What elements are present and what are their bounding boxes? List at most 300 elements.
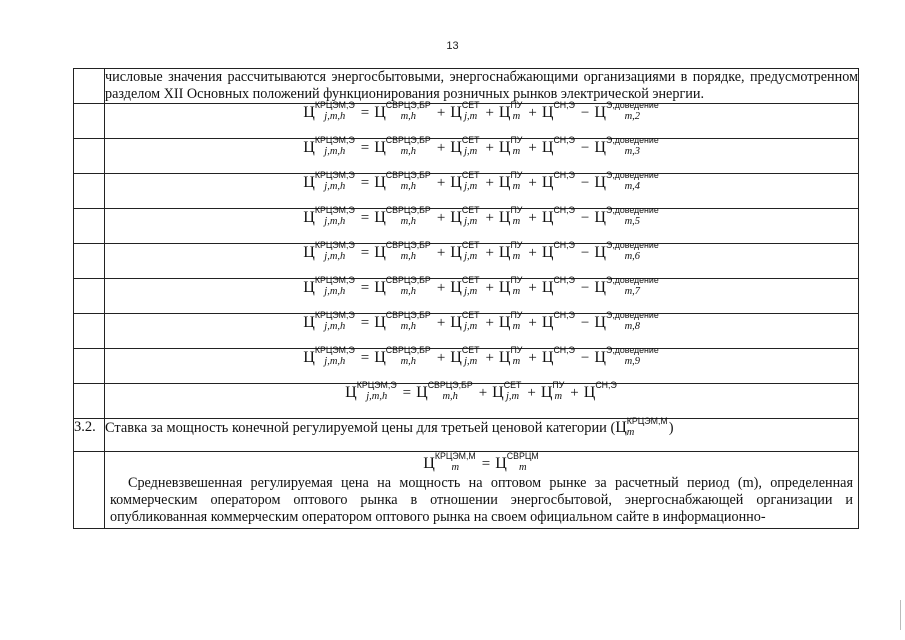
network-price-symbol — [450, 310, 480, 333]
operator: + — [436, 175, 446, 191]
row-number-cell — [74, 174, 105, 209]
symbol-base: Ц — [345, 384, 357, 401]
operator: + — [485, 140, 494, 156]
subscript: m — [451, 462, 460, 474]
symbol-base: Ц — [303, 174, 315, 191]
subscript: j,m — [505, 391, 520, 403]
wholesale-price-symbol — [374, 100, 432, 123]
superscript: ПУ — [510, 345, 523, 356]
symbol-base: Ц — [416, 384, 428, 401]
operator: + — [528, 105, 537, 121]
operator: + — [436, 210, 446, 226]
subscript: j,m — [464, 321, 478, 333]
subscript: m,h — [400, 356, 417, 368]
symbol-base: Ц — [374, 104, 386, 121]
delivery-adjustment-symbol — [594, 170, 659, 193]
row-number-cell — [74, 139, 105, 174]
infrastructure-price-symbol — [498, 310, 523, 333]
symbol-base: Ц — [594, 104, 606, 121]
operator: + — [528, 175, 537, 191]
superscript: СВРЦЭ,БР — [385, 310, 431, 321]
symbol-base: Ц — [594, 139, 606, 156]
subscript: m,h — [400, 321, 417, 333]
superscript: КРЦЭМ,Э — [314, 310, 355, 321]
wholesale-price-symbol — [374, 135, 432, 158]
subscript: m — [512, 321, 521, 333]
delivery-adjustment-symbol — [594, 135, 659, 158]
formula-row — [74, 174, 859, 209]
subscript: m,6 — [624, 251, 641, 263]
subscript: j,m,h — [324, 286, 346, 298]
subscript: m — [512, 111, 521, 123]
sales-markup-symbol — [541, 170, 576, 192]
formula-row — [74, 104, 859, 139]
symbol-base: Ц — [541, 104, 554, 121]
row-number-cell — [74, 104, 105, 139]
symbol-base: Ц — [492, 384, 504, 401]
lhs-price-symbol — [345, 380, 397, 403]
superscript: СЕТ — [461, 240, 480, 251]
formula-cell — [105, 310, 859, 349]
delivery-adjustment-symbol — [594, 310, 659, 333]
symbol-base: Ц — [498, 209, 511, 226]
operator: = — [360, 315, 370, 331]
operator: − — [580, 280, 590, 296]
operator: + — [485, 105, 494, 121]
subscript — [553, 147, 574, 156]
network-price-symbol — [450, 345, 480, 368]
section-heading-row — [74, 419, 859, 452]
subscript: j,m,h — [324, 356, 346, 368]
superscript: СН,Э — [553, 100, 575, 111]
formula-row — [74, 279, 859, 314]
superscript: КРЦЭМ,Э — [314, 275, 355, 286]
formula-cell — [105, 275, 859, 314]
superscript: КРЦЭМ,Э — [356, 380, 397, 391]
subscript: m,4 — [624, 181, 641, 193]
operator: = — [360, 245, 370, 261]
infrastructure-price-symbol — [498, 135, 523, 158]
intro-text: числовые значения рассчитываются энергосбытовыми, энергоснабжающими организациями в порядке, предусмотренном разделом XII Основных положений функционирования розничных рынков электрической энергии. — [105, 69, 858, 102]
symbol-base: Ц — [594, 244, 606, 261]
lhs-price-symbol — [303, 135, 355, 158]
wholesale-price-symbol — [374, 240, 432, 263]
subscript: m,2 — [624, 111, 641, 123]
operator: + — [485, 280, 494, 296]
formula-cell — [105, 345, 859, 384]
lhs-price-symbol — [303, 310, 355, 333]
operator: + — [528, 210, 537, 226]
subscript: m,h — [400, 251, 417, 263]
operator: = — [360, 350, 370, 366]
superscript: СН,Э — [553, 170, 575, 181]
superscript: СН,Э — [553, 240, 575, 251]
subscript: m,9 — [624, 356, 641, 368]
superscript: Э,доведение — [605, 205, 659, 216]
subscript — [553, 112, 574, 121]
subscript: j,m,h — [324, 181, 346, 193]
subscript: j,m — [464, 111, 478, 123]
superscript: СЕТ — [461, 345, 480, 356]
subscript — [553, 217, 574, 226]
superscript: КРЦЭМ,М — [434, 451, 476, 462]
lhs-price-symbol — [303, 345, 355, 368]
superscript: ПУ — [510, 100, 523, 111]
subscript: m — [512, 251, 521, 263]
section-paragraph-text: Средневзвешенная регулируемая цена на мощность на оптовом рынке за расчетный период (m), определенная коммерческим оператором оптового рынка в отношении энергосбытовой, энергоснабжающей организации и опубликованная коммерческим оператором оптового рынка на своем официальном сайте в информационно- — [110, 475, 853, 525]
row-number-cell — [74, 349, 105, 384]
operator: − — [580, 350, 590, 366]
subscript: m,3 — [624, 146, 641, 158]
section-heading — [105, 415, 859, 452]
symbol-base: Ц — [450, 314, 462, 331]
network-price-symbol — [450, 100, 480, 123]
operator: + — [436, 105, 446, 121]
symbol-base: Ц — [594, 349, 606, 366]
subscript: j,m,h — [366, 391, 388, 403]
sales-markup-symbol — [541, 240, 576, 262]
infrastructure-price-symbol — [498, 345, 523, 368]
tariff-table — [73, 68, 859, 529]
sales-markup-symbol — [541, 100, 576, 122]
superscript: СН,Э — [553, 205, 575, 216]
network-price-symbol — [450, 240, 480, 263]
symbol-base: Ц — [423, 455, 435, 472]
lhs-price-symbol — [303, 100, 355, 123]
symbol-base: Ц — [594, 279, 606, 296]
symbol-base: Ц — [303, 244, 315, 261]
symbol-base: Ц — [498, 349, 511, 366]
operator: + — [528, 245, 537, 261]
price-formula — [303, 310, 659, 333]
operator: + — [436, 140, 446, 156]
page-number: 13 — [446, 40, 459, 52]
symbol-base: Ц — [498, 139, 511, 156]
subscript: j,m,h — [324, 146, 346, 158]
superscript: СВРЦЭ,БР — [385, 240, 431, 251]
superscript: ПУ — [510, 310, 523, 321]
superscript: КРЦЭМ,Э — [314, 135, 355, 146]
operator: + — [436, 350, 446, 366]
intro-row — [74, 69, 859, 104]
symbol-base: Ц — [374, 244, 386, 261]
symbol-base: Ц — [450, 104, 462, 121]
network-price-symbol — [450, 170, 480, 193]
symbol-base: Ц — [541, 244, 554, 261]
operator: + — [436, 280, 446, 296]
subscript: j,m,h — [324, 321, 346, 333]
operator: + — [527, 385, 536, 401]
superscript: Э,доведение — [605, 275, 659, 286]
subscript — [553, 287, 574, 296]
symbol-base: Ц — [498, 279, 511, 296]
superscript: ПУ — [510, 275, 523, 286]
operator: + — [436, 315, 446, 331]
operator: + — [528, 350, 537, 366]
operator: + — [436, 245, 446, 261]
symbol-base: Ц — [303, 279, 315, 296]
superscript: СВРЦЭ,БР — [385, 345, 431, 356]
subscript: m — [512, 146, 521, 158]
operator: − — [580, 315, 590, 331]
subscript: j,m,h — [324, 111, 346, 123]
sales-markup-symbol — [583, 380, 618, 402]
wholesale-price-symbol — [374, 205, 432, 228]
row-number-cell — [74, 69, 105, 104]
symbol-base: Ц — [594, 314, 606, 331]
price-formula — [345, 380, 618, 403]
operator: + — [528, 315, 537, 331]
superscript: Э,доведение — [605, 345, 659, 356]
subscript: m — [512, 356, 521, 368]
price-formula — [303, 205, 659, 228]
superscript: СВРЦЭ,БР — [385, 170, 431, 181]
symbol-base: Ц — [374, 174, 386, 191]
lhs-price-symbol — [303, 170, 355, 193]
symbol-base: Ц — [374, 209, 386, 226]
formula-cell — [105, 240, 859, 279]
symbol-base: Ц — [498, 244, 511, 261]
delivery-adjustment-symbol — [594, 275, 659, 298]
capacity-price-symbol — [423, 451, 476, 474]
infrastructure-price-symbol — [498, 205, 523, 228]
wholesale-price-symbol — [374, 310, 432, 333]
infrastructure-price-symbol — [540, 380, 565, 403]
operator: = — [360, 140, 370, 156]
price-formula — [303, 100, 659, 123]
symbol-base: Ц — [303, 139, 315, 156]
formula-cell — [105, 100, 859, 139]
price-formula — [303, 345, 659, 368]
superscript: СВРЦЭ,БР — [385, 275, 431, 286]
subscript: j,m,h — [324, 251, 346, 263]
row-number-cell — [74, 452, 105, 529]
operator: + — [478, 385, 488, 401]
sales-markup-symbol — [541, 345, 576, 367]
subscript: m,8 — [624, 321, 641, 333]
symbol-base: Ц — [303, 349, 315, 366]
row-number-cell — [74, 314, 105, 349]
symbol-base: Ц — [303, 314, 315, 331]
wholesale-price-symbol — [374, 170, 432, 193]
formula-row — [74, 314, 859, 349]
superscript: ПУ — [510, 135, 523, 146]
superscript: Э,доведение — [605, 310, 659, 321]
sales-markup-symbol — [541, 275, 576, 297]
symbol-base: Ц — [540, 384, 553, 401]
symbol-base: Ц — [450, 349, 462, 366]
symbol-base: Ц — [594, 174, 606, 191]
symbol-base: Ц — [615, 419, 627, 436]
formula-row — [74, 209, 859, 244]
subscript: m,h — [400, 286, 417, 298]
section-number: 3.2. — [74, 419, 105, 452]
lhs-price-symbol — [303, 205, 355, 228]
operator: + — [528, 140, 537, 156]
formula-row — [74, 139, 859, 174]
section-heading-text: Ставка за мощность конечной регулируемой цены для третьей ценовой категории ( — [105, 420, 616, 436]
symbol-base: Ц — [498, 174, 511, 191]
infrastructure-price-symbol — [498, 100, 523, 123]
subscript: j,m — [464, 356, 478, 368]
symbol-base: Ц — [374, 139, 386, 156]
lhs-price-symbol — [303, 275, 355, 298]
superscript: СВРЦЭ,БР — [385, 100, 431, 111]
operator: = — [402, 385, 412, 401]
operator: + — [485, 315, 494, 331]
superscript: КРЦЭМ,Э — [314, 170, 355, 181]
superscript: КРЦЭМ,Э — [314, 240, 355, 251]
section-body-row — [74, 452, 859, 529]
delivery-adjustment-symbol — [594, 345, 659, 368]
superscript: КРЦЭМ,Э — [314, 100, 355, 111]
capacity-formula — [105, 452, 858, 473]
network-price-symbol — [450, 135, 480, 158]
operator: = — [360, 105, 370, 121]
subscript: j,m — [464, 216, 478, 228]
operator: = — [360, 210, 370, 226]
subscript: j,m — [464, 181, 478, 193]
subscript: m,h — [400, 111, 417, 123]
superscript: СВРЦЭ,БР — [385, 205, 431, 216]
infrastructure-price-symbol — [498, 170, 523, 193]
wholesale-price-symbol — [416, 380, 474, 403]
symbol-base: Ц — [374, 314, 386, 331]
superscript: ПУ — [510, 170, 523, 181]
subscript: m,h — [400, 181, 417, 193]
formula-row — [74, 244, 859, 279]
formula-row — [74, 349, 859, 384]
superscript: СН,Э — [553, 275, 575, 286]
symbol-base: Ц — [498, 314, 511, 331]
operator: − — [580, 140, 590, 156]
superscript: СВРЦЭ,БР — [385, 135, 431, 146]
row-number-cell — [74, 209, 105, 244]
subscript: j,m — [464, 251, 478, 263]
formula-row — [74, 384, 859, 419]
delivery-adjustment-symbol — [594, 205, 659, 228]
symbol-base: Ц — [541, 174, 554, 191]
formula-cell — [105, 205, 859, 244]
operator: + — [570, 385, 579, 401]
operator: = — [360, 280, 370, 296]
subscript — [553, 357, 574, 366]
subscript: m — [512, 286, 521, 298]
price-formula — [303, 275, 659, 298]
subscript: m,h — [442, 391, 458, 403]
operator: − — [580, 105, 590, 121]
symbol-base: Ц — [495, 455, 507, 472]
subscript: m,7 — [624, 286, 641, 298]
symbol-base: Ц — [450, 244, 462, 261]
wholesale-price-symbol — [374, 345, 432, 368]
superscript: СН,Э — [553, 345, 575, 356]
row-number-cell — [74, 384, 105, 419]
superscript: КРЦЭМ,М — [626, 415, 668, 426]
operator: + — [485, 175, 494, 191]
superscript: ПУ — [510, 240, 523, 251]
symbol-base: Ц — [498, 104, 511, 121]
symbol-base: Ц — [541, 349, 554, 366]
superscript: КРЦЭМ,Э — [314, 205, 355, 216]
symbol-base: Ц — [541, 314, 554, 331]
wholesale-price-symbol — [374, 275, 432, 298]
superscript: СЕТ — [461, 310, 480, 321]
subscript: m — [512, 216, 521, 228]
sales-markup-symbol — [541, 205, 576, 227]
superscript: СЕТ — [503, 380, 522, 391]
superscript: СЕТ — [461, 135, 480, 146]
scan-edge-mark — [900, 600, 901, 630]
symbol-base: Ц — [541, 279, 554, 296]
operator: + — [485, 350, 494, 366]
symbol-base: Ц — [450, 174, 462, 191]
operator: − — [580, 175, 590, 191]
lhs-price-symbol — [303, 240, 355, 263]
price-formula — [303, 170, 659, 193]
superscript: СЕТ — [461, 205, 480, 216]
operator: − — [580, 245, 590, 261]
subscript — [553, 252, 574, 261]
superscript: Э,доведение — [605, 135, 659, 146]
symbol-base: Ц — [450, 209, 462, 226]
symbol-base: Ц — [303, 209, 315, 226]
subscript: m — [518, 462, 527, 474]
subscript: m — [626, 426, 635, 438]
formula-cell — [105, 170, 859, 209]
subscript: m — [554, 391, 563, 403]
subscript — [553, 182, 574, 191]
operator: + — [485, 210, 494, 226]
symbol-base: Ц — [374, 279, 386, 296]
wholesale-capacity-price-symbol — [495, 451, 540, 474]
subscript — [553, 322, 574, 331]
infrastructure-price-symbol — [498, 275, 523, 298]
superscript: СЕТ — [461, 275, 480, 286]
superscript: СН,Э — [595, 380, 617, 391]
symbol-base: Ц — [374, 349, 386, 366]
formula-cell — [105, 380, 859, 419]
superscript: СЕТ — [461, 170, 480, 181]
superscript: ПУ — [552, 380, 565, 391]
superscript: СЕТ — [461, 100, 480, 111]
delivery-adjustment-symbol — [594, 240, 659, 263]
operator: = — [360, 175, 370, 191]
symbol-base: Ц — [303, 104, 315, 121]
subscript: m,5 — [624, 216, 641, 228]
superscript: СВРЦМ — [506, 451, 539, 462]
superscript: Э,доведение — [605, 100, 659, 111]
network-price-symbol — [492, 380, 522, 403]
symbol-base: Ц — [583, 384, 596, 401]
symbol-base: Ц — [541, 209, 554, 226]
sales-markup-symbol — [541, 310, 576, 332]
superscript: КРЦЭМ,Э — [314, 345, 355, 356]
price-formula — [303, 135, 659, 158]
symbol-base: Ц — [541, 139, 554, 156]
operator: + — [528, 280, 537, 296]
section-body — [105, 452, 859, 529]
subscript — [595, 392, 616, 401]
subscript: m — [512, 181, 521, 193]
superscript: СН,Э — [553, 310, 575, 321]
superscript: СН,Э — [553, 135, 575, 146]
subscript: m,h — [400, 146, 417, 158]
superscript: Э,доведение — [605, 240, 659, 251]
formula-cell — [105, 135, 859, 174]
symbol-base: Ц — [450, 139, 462, 156]
operator: + — [485, 245, 494, 261]
